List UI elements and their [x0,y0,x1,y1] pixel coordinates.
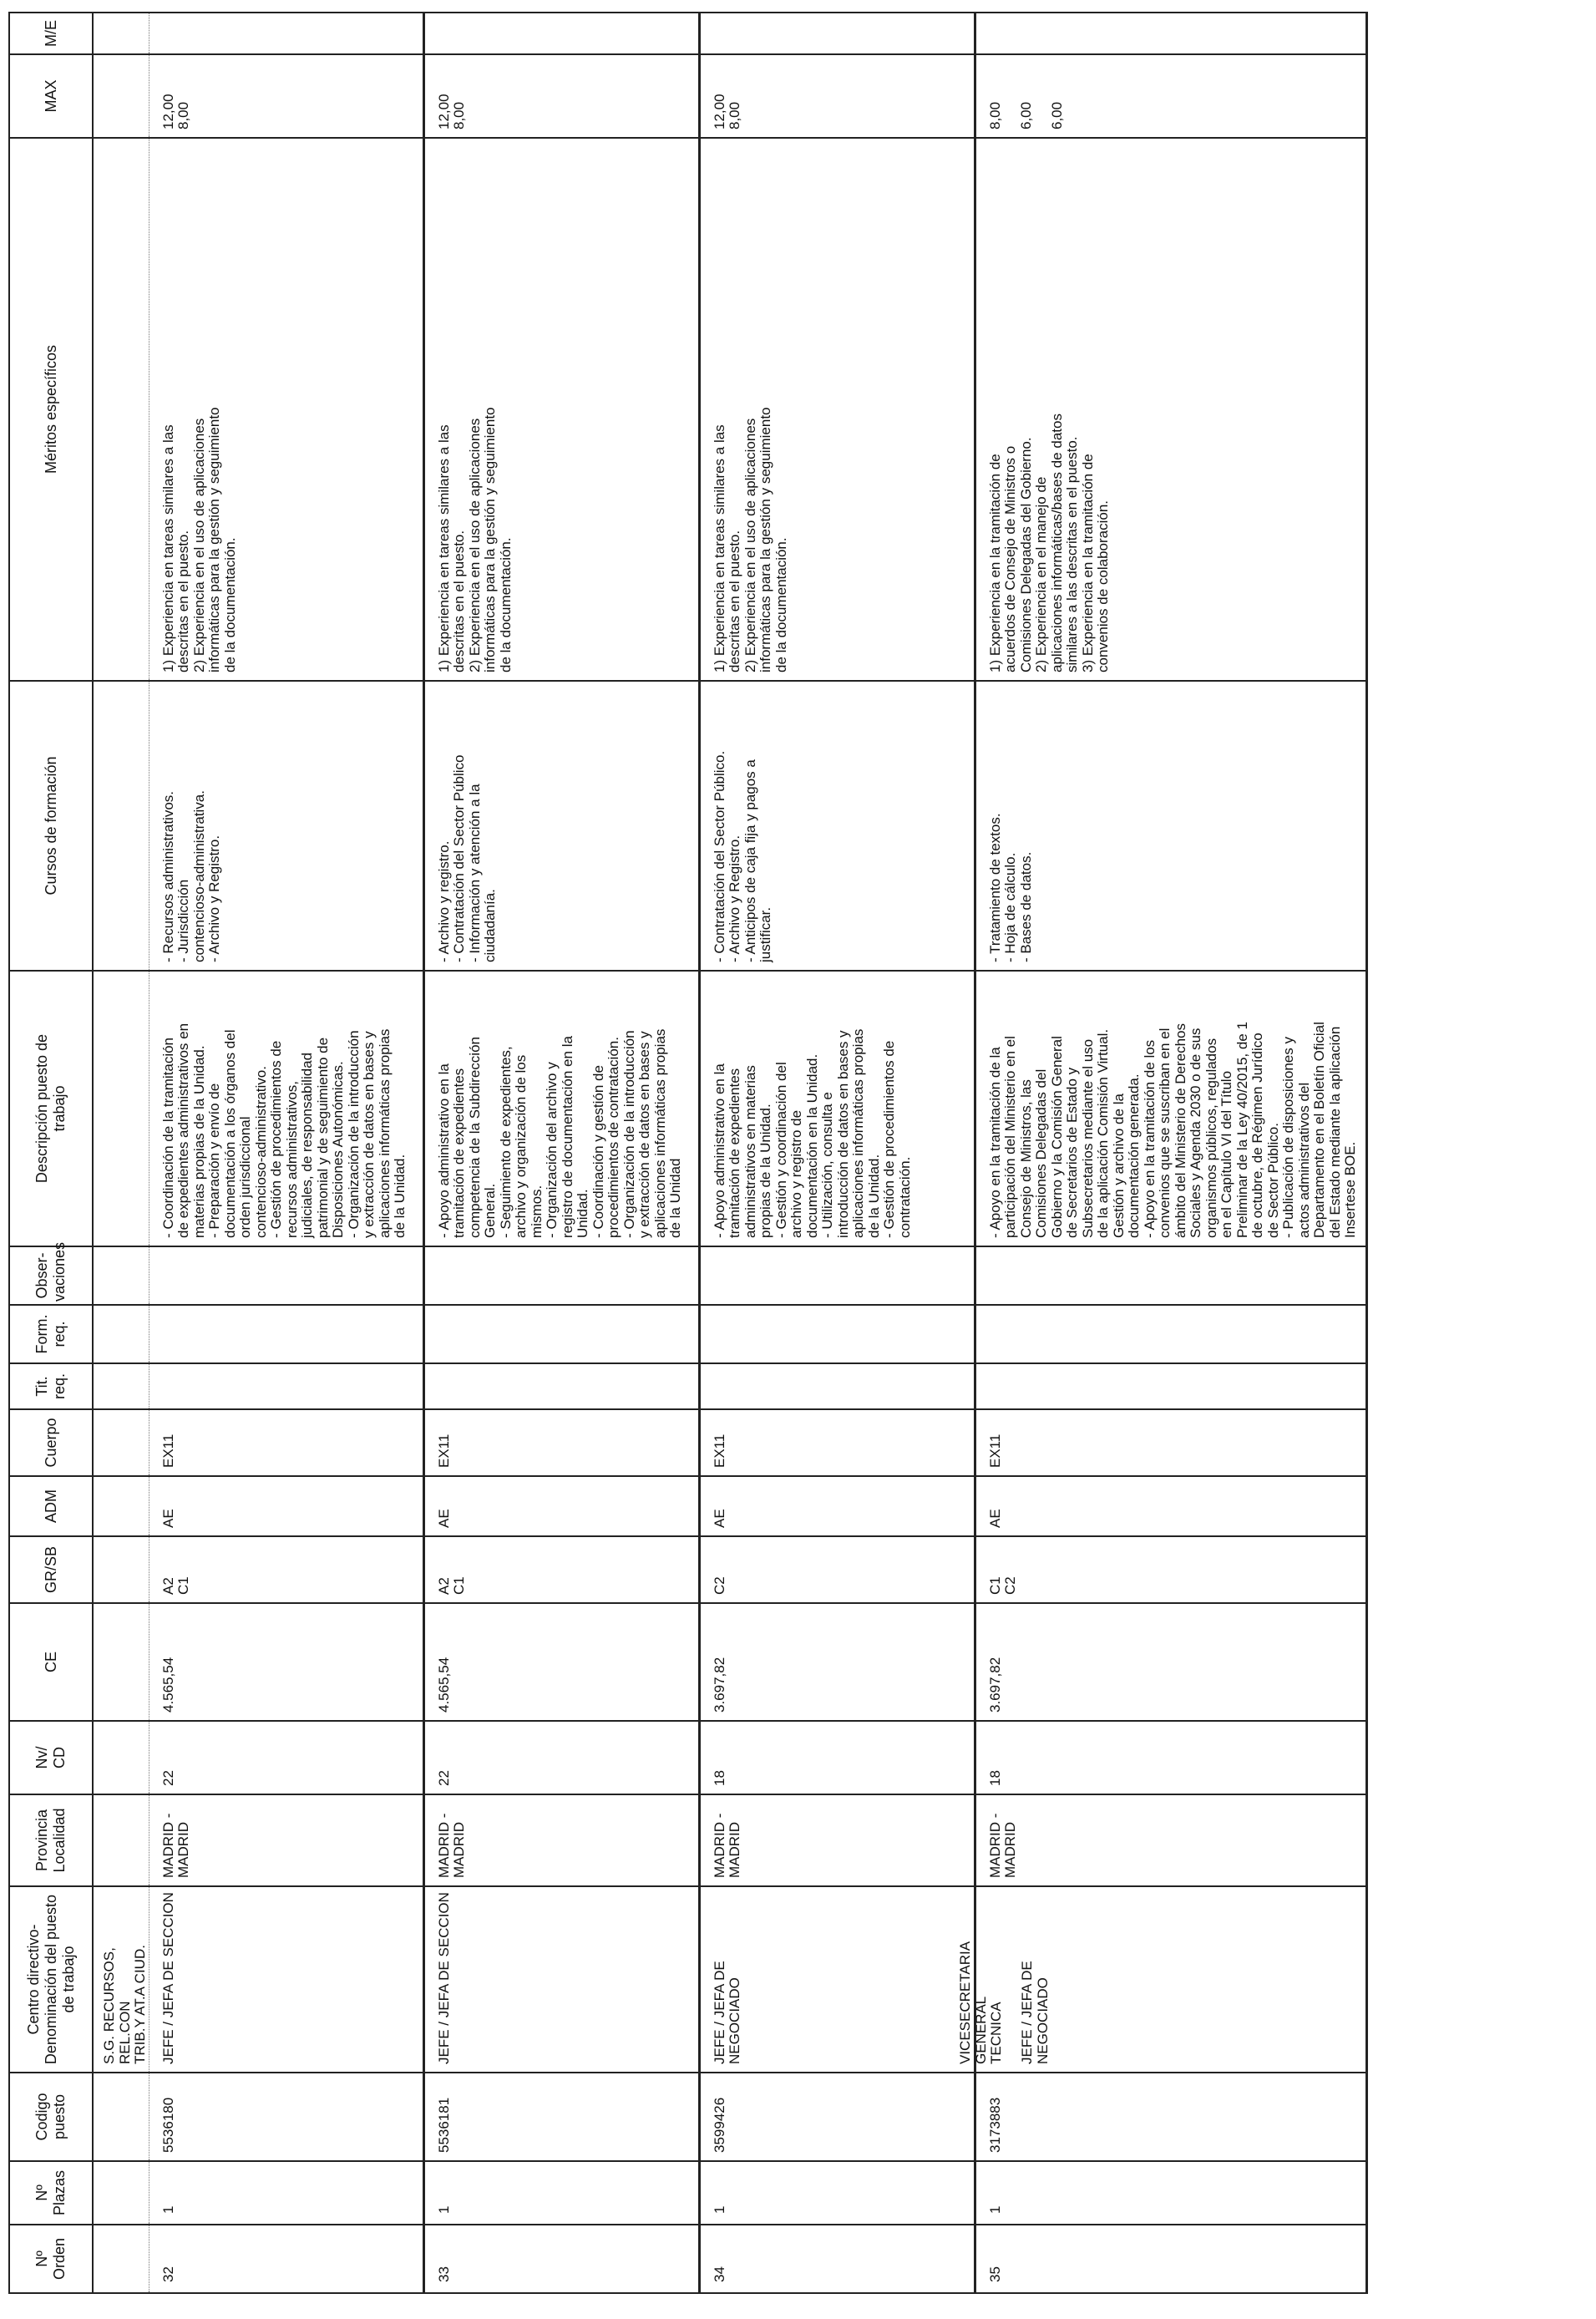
cell-cuerpo: EX11 [975,1409,1366,1476]
header-max: MAX [9,54,93,138]
header-nivel: Nv/ CD [9,1721,93,1794]
cell-descripcion: - Apoyo administrativo en la tramitación de expedientes administrativos en materias propias de la Unidad. - Gestión y coordinación del archivo y registro de documentación en la Unidad. - Utilización, consulta e introducción de datos en bases y aplicaciones informáticas propias de la Unidad. - Gestión de procedimientos de contratación. [699,971,975,1246]
cell-ce: 3.697,82 [699,1603,975,1721]
table-row [975,13,1366,2293]
cell-grupo: C1 C2 [975,1536,1366,1603]
cell-titulacion [975,1363,1366,1409]
header-formacion: Form. req. [9,1305,93,1363]
cell-titulacion [149,1363,423,1409]
header-adm: ADM [9,1476,93,1536]
cell-grupo: A2 C1 [149,1536,423,1603]
top-centro-label: S.G. RECURSOS, REL.CON TRIB.Y AT.A CIUD. [93,1886,149,2073]
cell-max: 8,00 6,00 6,00 [975,54,1366,138]
header-provincia: Provincia Localidad [9,1794,93,1886]
cell-observaciones [699,1246,975,1305]
job-positions-table [8,12,1368,2294]
cell-plazas: 1 [699,2161,975,2225]
cell-me [423,13,699,54]
cell-cursos: - Archivo y registro. - Contratación del Sector Público - Información y atención a la ciudadanía. [423,681,699,971]
cell-codigo: 3599426 [699,2073,975,2161]
cell-codigo: 5536181 [423,2073,699,2161]
cell-codigo: 3173883 [975,2073,1366,2161]
table-row [699,13,975,2293]
header-me: M/E [9,13,93,54]
cell-observaciones [975,1246,1366,1305]
cell-observaciones [423,1246,699,1305]
header-cuerpo: Cuerpo [9,1409,93,1476]
cell-denominacion: JEFE / JEFA DE SECCION [423,1886,699,2073]
cell-denominacion-group [957,1886,1366,2073]
cell-provincia: MADRID - MADRID [149,1794,423,1886]
cell-formacion [149,1305,423,1363]
cell-me [975,13,1366,54]
cell-me [149,13,423,54]
table-row [423,13,699,2293]
cell-orden: 35 [975,2225,1366,2293]
cell-provincia: MADRID - MADRID [699,1794,975,1886]
cell-ce: 4.565,54 [149,1603,423,1721]
cell-plazas: 1 [149,2161,423,2225]
cell-denominacion: JEFE / JEFA DE NEGOCIADO [1019,1961,1051,2064]
cell-denominacion: JEFE / JEFA DE SECCION [149,1886,423,2073]
header-orden: Nº Orden [9,2225,93,2293]
cell-codigo: 5536180 [149,2073,423,2161]
top-centro-row [93,13,149,2293]
cell-adm: AE [423,1476,699,1536]
cell-adm: AE [975,1476,1366,1536]
cell-cursos: - Recursos administrativos. - Jurisdicción contencioso-administrativa. - Archivo y Registro. [149,681,423,971]
header-centro: Centro directivo- Denominación del puesto de trabajo [9,1886,93,2073]
centro-directivo-label: VICESECRETARIA GENERAL TECNICA [957,1941,1004,2064]
cell-formacion [423,1305,699,1363]
header-grupo: GR/SB [9,1536,93,1603]
cell-descripcion: - Apoyo administrativo en la tramitación de expedientes competencia de la Subdirección General. - Seguimiento de expedientes, archivo y organización de los mismos. - Organización del archivo y registro de documentación en la Unidad. - Coordinación y gestión de procedimientos de contratación. - Organización de la introducción y extracción de datos en bases y aplicaciones informáticas propias de la Unidad [423,971,699,1246]
cell-formacion [975,1305,1366,1363]
cell-orden: 32 [149,2225,423,2293]
cell-grupo: C2 [699,1536,975,1603]
cell-titulacion [423,1363,699,1409]
cell-observaciones [149,1246,423,1305]
header-observaciones: Obser- vaciones [9,1246,93,1305]
cell-meritos: 1) Experiencia en tareas similares a las descritas en el puesto. 2) Experiencia en el uso de aplicaciones informáticas para la gestión y seguimiento de la documentación. [699,138,975,681]
cell-cuerpo: EX11 [699,1409,975,1476]
cell-me [699,13,975,54]
header-codigo: Codigo puesto [9,2073,93,2161]
header-meritos: Méritos específicos [9,138,93,681]
cell-descripcion: - Coordinación de la tramitación de expedientes administrativos en materias propias de la Unidad. - Preparación y envío de documentación a los órganos del orden jurisdiccional contencioso-administrativo. - Gestión de procedimientos de recursos administrativos, judiciales, de responsabilidad patrimonial y de seguimiento de Disposiciones Autonómicas. - Organización de la introducción y extracción de datos en bases y aplicaciones informáticas propias de la Unidad. [149,971,423,1246]
cell-ce: 4.565,54 [423,1603,699,1721]
cell-titulacion [699,1363,975,1409]
cell-meritos: 1) Experiencia en tareas similares a las descritas en el puesto. 2) Experiencia en el uso de aplicaciones informáticas para la gestión y seguimiento de la documentación. [423,138,699,681]
cell-plazas: 1 [975,2161,1366,2225]
cell-orden: 34 [699,2225,975,2293]
header-plazas: Nº Plazas [9,2161,93,2225]
cell-cursos: - Tratamiento de textos. - Hoja de cálculo. - Bases de datos. [975,681,1366,971]
header-cursos: Cursos de formación [9,681,93,971]
table-row [149,13,423,2293]
cell-meritos: 1) Experiencia en la tramitación de acuerdos de Consejo de Ministros o Comisiones Delegadas del Gobierno. 2) Experiencia en el manejo de aplicaciones informáticas/bases de datos similares a las descritas en el puesto. 3) Experiencia en la tramitación de convenios de colaboración. [975,138,1366,681]
table-header-row [9,13,93,2293]
cell-nivel: 22 [149,1721,423,1794]
cell-plazas: 1 [423,2161,699,2225]
cell-grupo: A2 C1 [423,1536,699,1603]
cell-denominacion: JEFE / JEFA DE NEGOCIADO [699,1886,975,2073]
cell-max: 12,00 8,00 [149,54,423,138]
cell-ce: 3.697,82 [975,1603,1366,1721]
cell-meritos: 1) Experiencia en tareas similares a las descritas en el puesto. 2) Experiencia en el uso de aplicaciones informáticas para la gestión y seguimiento de la documentación. [149,138,423,681]
cell-max: 12,00 8,00 [699,54,975,138]
cell-nivel: 22 [423,1721,699,1794]
header-titulacion: Tit. req. [9,1363,93,1409]
cell-adm: AE [699,1476,975,1536]
cell-provincia: MADRID - MADRID [975,1794,1366,1886]
cell-nivel: 18 [699,1721,975,1794]
cell-cuerpo: EX11 [423,1409,699,1476]
cell-provincia: MADRID - MADRID [423,1794,699,1886]
cell-nivel: 18 [975,1721,1366,1794]
cell-formacion [699,1305,975,1363]
cell-cursos: - Contratación del Sector Público. - Archivo y Registro. - Anticipos de caja fija y pagos a justificar. [699,681,975,971]
header-ce: CE [9,1603,93,1721]
cell-descripcion: - Apoyo en la tramitación de la participación del Ministerio en el Consejo de Ministros, las Comisiones Delegadas del Gobierno y la Comisión General de Secretarios de Estado y Subsecretarios mediante el uso de la aplicación Comisión Virtual. Gestión y archivo de la documentación generada. - Apoyo en la tramitación de los convenios que se suscriban en el ámbito del Ministerio de Derechos Sociales y Agenda 2030 o de sus organismos públicos, regulados en el Capítulo VI del Título Preliminar de la Ley 40/2015, de 1 de octubre, de Régimen Jurídico de Sector Público. - Publicación de disposiciones y actos administrativos del Departamento en el Boletín Oficial del Estado mediante la aplicación Insertese BOE. [975,971,1366,1246]
cell-orden: 33 [423,2225,699,2293]
cell-adm: AE [149,1476,423,1536]
cell-cuerpo: EX11 [149,1409,423,1476]
cell-max: 12,00 8,00 [423,54,699,138]
header-descripcion: Descripción puesto de trabajo [9,971,93,1246]
